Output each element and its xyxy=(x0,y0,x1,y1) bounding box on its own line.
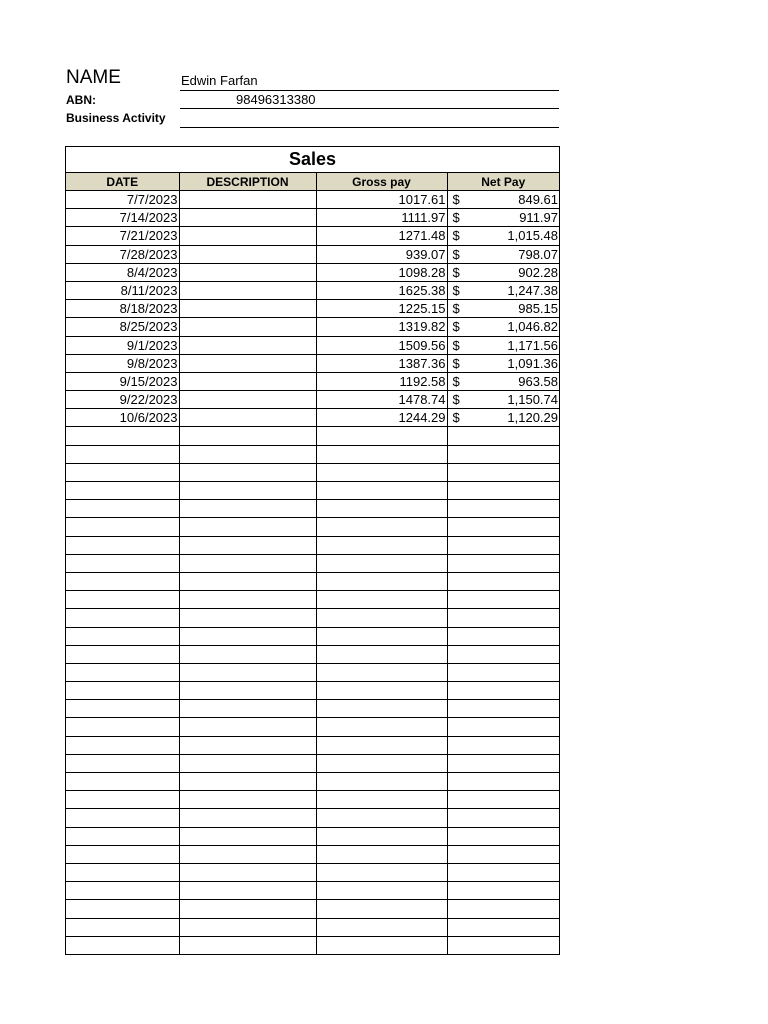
date-cell[interactable]: 8/18/2023 xyxy=(66,300,179,318)
column-header-description: DESCRIPTION xyxy=(179,173,316,191)
net-pay-value-wrap xyxy=(449,338,559,353)
empty-table-row xyxy=(66,536,559,554)
table-row xyxy=(66,245,559,263)
empty-table-row xyxy=(66,754,559,772)
date-cell[interactable]: 7/14/2023 xyxy=(66,209,179,227)
currency-symbol: $ xyxy=(452,283,460,299)
date-cell[interactable] xyxy=(66,736,179,754)
empty-table-row xyxy=(66,445,559,463)
sales-table-body xyxy=(66,191,559,954)
net-pay-cell[interactable] xyxy=(447,518,559,536)
net-pay-cell[interactable] xyxy=(447,609,559,627)
net-pay-cell[interactable] xyxy=(447,318,559,336)
date-cell[interactable]: 9/15/2023 xyxy=(66,372,179,390)
gross-pay-cell[interactable] xyxy=(316,863,447,881)
empty-table-row xyxy=(66,591,559,609)
gross-pay-cell[interactable] xyxy=(316,663,447,681)
net-pay-value-wrap xyxy=(449,283,559,298)
abn-underline xyxy=(180,108,559,109)
gross-pay-cell[interactable] xyxy=(316,936,447,954)
table-row xyxy=(66,336,559,354)
empty-table-row xyxy=(66,936,559,954)
net-pay-cell[interactable] xyxy=(447,391,559,409)
date-cell[interactable]: 8/11/2023 xyxy=(66,281,179,299)
table-row xyxy=(66,209,559,227)
description-cell[interactable] xyxy=(179,518,316,536)
gross-pay-cell[interactable] xyxy=(316,500,447,518)
description-cell[interactable] xyxy=(179,300,316,318)
empty-table-row xyxy=(66,773,559,791)
currency-symbol: $ xyxy=(452,373,460,389)
date-cell[interactable]: 7/7/2023 xyxy=(66,191,179,209)
gross-pay-cell[interactable]: 1225.15 xyxy=(316,300,447,318)
net-pay-cell[interactable] xyxy=(447,663,559,681)
gross-pay-cell[interactable]: 1111.97 xyxy=(316,209,447,227)
business-activity-underline xyxy=(180,127,559,128)
description-cell[interactable] xyxy=(179,245,316,263)
empty-table-row xyxy=(66,482,559,500)
gross-pay-cell[interactable]: 1017.61 xyxy=(316,191,447,209)
currency-symbol: $ xyxy=(452,192,460,208)
net-pay-cell[interactable] xyxy=(447,572,559,590)
net-pay-cell[interactable] xyxy=(447,500,559,518)
date-cell[interactable] xyxy=(66,554,179,572)
gross-pay-cell[interactable] xyxy=(316,482,447,500)
empty-table-row xyxy=(66,900,559,918)
empty-table-row xyxy=(66,827,559,845)
description-cell[interactable] xyxy=(179,354,316,372)
gross-pay-cell[interactable]: 1098.28 xyxy=(316,263,447,281)
net-pay-cell[interactable] xyxy=(447,736,559,754)
date-cell[interactable] xyxy=(66,645,179,663)
net-pay-cell[interactable] xyxy=(447,554,559,572)
net-pay-cell[interactable] xyxy=(447,882,559,900)
description-cell[interactable] xyxy=(179,263,316,281)
date-cell[interactable]: 10/6/2023 xyxy=(66,409,179,427)
net-pay-amount: 1,015.48 xyxy=(507,228,558,244)
net-pay-cell[interactable] xyxy=(447,809,559,827)
table-row xyxy=(66,300,559,318)
net-pay-cell[interactable] xyxy=(447,227,559,245)
net-pay-cell[interactable] xyxy=(447,427,559,445)
date-cell[interactable] xyxy=(66,754,179,772)
gross-pay-cell[interactable] xyxy=(316,809,447,827)
description-cell[interactable] xyxy=(179,682,316,700)
date-cell[interactable] xyxy=(66,609,179,627)
description-cell[interactable] xyxy=(179,827,316,845)
net-pay-cell[interactable] xyxy=(447,445,559,463)
net-pay-cell[interactable] xyxy=(447,536,559,554)
table-row xyxy=(66,227,559,245)
column-header-net-pay: Net Pay xyxy=(447,173,559,191)
net-pay-cell[interactable] xyxy=(447,627,559,645)
description-cell[interactable] xyxy=(179,427,316,445)
description-cell[interactable] xyxy=(179,409,316,427)
empty-table-row xyxy=(66,627,559,645)
net-pay-cell[interactable] xyxy=(447,773,559,791)
table-row xyxy=(66,281,559,299)
description-cell[interactable] xyxy=(179,791,316,809)
currency-symbol: $ xyxy=(452,210,460,226)
description-cell[interactable] xyxy=(179,536,316,554)
empty-table-row xyxy=(66,572,559,590)
net-pay-value-wrap xyxy=(449,192,559,207)
empty-table-row xyxy=(66,554,559,572)
date-cell[interactable] xyxy=(66,882,179,900)
net-pay-cell[interactable] xyxy=(447,718,559,736)
gross-pay-cell[interactable] xyxy=(316,718,447,736)
net-pay-value-wrap xyxy=(449,374,559,389)
net-pay-cell[interactable] xyxy=(447,263,559,281)
description-cell[interactable] xyxy=(179,572,316,590)
gross-pay-cell[interactable] xyxy=(316,773,447,791)
date-cell[interactable] xyxy=(66,845,179,863)
net-pay-value-wrap xyxy=(449,210,559,225)
net-pay-amount: 985.15 xyxy=(518,301,558,317)
description-cell[interactable] xyxy=(179,809,316,827)
description-cell[interactable] xyxy=(179,500,316,518)
net-pay-cell[interactable] xyxy=(447,645,559,663)
gross-pay-cell[interactable]: 1319.82 xyxy=(316,318,447,336)
table-row xyxy=(66,372,559,390)
empty-table-row xyxy=(66,718,559,736)
empty-table-row xyxy=(66,700,559,718)
gross-pay-cell[interactable] xyxy=(316,463,447,481)
date-cell[interactable] xyxy=(66,827,179,845)
net-pay-value-wrap xyxy=(449,301,559,316)
net-pay-amount: 963.58 xyxy=(518,373,558,389)
date-cell[interactable] xyxy=(66,682,179,700)
gross-pay-cell[interactable]: 1271.48 xyxy=(316,227,447,245)
net-pay-cell[interactable] xyxy=(447,209,559,227)
description-cell[interactable] xyxy=(179,482,316,500)
gross-pay-cell[interactable]: 1625.38 xyxy=(316,281,447,299)
net-pay-cell[interactable] xyxy=(447,354,559,372)
net-pay-cell[interactable] xyxy=(447,918,559,936)
net-pay-amount: 849.61 xyxy=(518,192,558,208)
net-pay-value-wrap xyxy=(449,356,559,371)
description-cell[interactable] xyxy=(179,591,316,609)
currency-symbol: $ xyxy=(452,337,460,353)
description-cell[interactable] xyxy=(179,900,316,918)
date-cell[interactable]: 7/28/2023 xyxy=(66,245,179,263)
description-cell[interactable] xyxy=(179,700,316,718)
empty-table-row xyxy=(66,500,559,518)
currency-symbol: $ xyxy=(452,355,460,371)
currency-symbol: $ xyxy=(452,410,460,426)
table-row xyxy=(66,354,559,372)
description-cell[interactable] xyxy=(179,227,316,245)
gross-pay-cell[interactable] xyxy=(316,918,447,936)
description-cell[interactable] xyxy=(179,209,316,227)
empty-table-row xyxy=(66,663,559,681)
net-pay-amount: 1,091.36 xyxy=(507,355,558,371)
gross-pay-cell[interactable] xyxy=(316,700,447,718)
description-cell[interactable] xyxy=(179,918,316,936)
date-cell[interactable]: 7/21/2023 xyxy=(66,227,179,245)
date-cell[interactable] xyxy=(66,427,179,445)
empty-table-row xyxy=(66,427,559,445)
net-pay-value-wrap xyxy=(449,410,559,425)
description-cell[interactable] xyxy=(179,281,316,299)
net-pay-amount: 1,150.74 xyxy=(507,392,558,408)
gross-pay-cell[interactable] xyxy=(316,736,447,754)
column-header-date: DATE xyxy=(66,173,179,191)
sales-table xyxy=(66,173,559,954)
date-cell[interactable] xyxy=(66,936,179,954)
date-cell[interactable] xyxy=(66,791,179,809)
gross-pay-cell[interactable]: 1192.58 xyxy=(316,372,447,390)
description-cell[interactable] xyxy=(179,645,316,663)
net-pay-amount: 798.07 xyxy=(518,246,558,262)
net-pay-cell[interactable] xyxy=(447,700,559,718)
gross-pay-cell[interactable] xyxy=(316,754,447,772)
empty-table-row xyxy=(66,736,559,754)
net-pay-value-wrap xyxy=(449,319,559,334)
date-cell[interactable]: 9/1/2023 xyxy=(66,336,179,354)
net-pay-cell[interactable] xyxy=(447,591,559,609)
currency-symbol: $ xyxy=(452,319,460,335)
description-cell[interactable] xyxy=(179,336,316,354)
name-value[interactable]: Edwin Farfan xyxy=(181,73,258,88)
net-pay-cell[interactable] xyxy=(447,754,559,772)
net-pay-cell[interactable] xyxy=(447,900,559,918)
description-cell[interactable] xyxy=(179,609,316,627)
date-cell[interactable] xyxy=(66,500,179,518)
date-cell[interactable] xyxy=(66,663,179,681)
net-pay-amount: 1,171.56 xyxy=(507,337,558,353)
business-activity-label: Business Activity xyxy=(66,111,166,125)
empty-table-row xyxy=(66,809,559,827)
gross-pay-cell[interactable] xyxy=(316,845,447,863)
description-cell[interactable] xyxy=(179,718,316,736)
empty-table-row xyxy=(66,845,559,863)
net-pay-cell[interactable] xyxy=(447,372,559,390)
table-row xyxy=(66,391,559,409)
gross-pay-cell[interactable] xyxy=(316,682,447,700)
date-cell[interactable]: 9/22/2023 xyxy=(66,391,179,409)
gross-pay-cell[interactable]: 1244.29 xyxy=(316,409,447,427)
description-cell[interactable] xyxy=(179,773,316,791)
gross-pay-cell[interactable] xyxy=(316,572,447,590)
currency-symbol: $ xyxy=(452,264,460,280)
date-cell[interactable] xyxy=(66,809,179,827)
net-pay-cell[interactable] xyxy=(447,936,559,954)
gross-pay-cell[interactable]: 1509.56 xyxy=(316,336,447,354)
net-pay-cell[interactable] xyxy=(447,281,559,299)
gross-pay-cell[interactable] xyxy=(316,827,447,845)
date-cell[interactable] xyxy=(66,463,179,481)
date-cell[interactable] xyxy=(66,591,179,609)
date-cell[interactable] xyxy=(66,863,179,881)
name-label: NAME xyxy=(66,67,121,88)
currency-symbol: $ xyxy=(452,228,460,244)
description-cell[interactable] xyxy=(179,554,316,572)
net-pay-cell[interactable] xyxy=(447,191,559,209)
empty-table-row xyxy=(66,882,559,900)
empty-table-row xyxy=(66,518,559,536)
table-row xyxy=(66,409,559,427)
table-row xyxy=(66,318,559,336)
description-cell[interactable] xyxy=(179,663,316,681)
description-cell[interactable] xyxy=(179,882,316,900)
currency-symbol: $ xyxy=(452,301,460,317)
date-cell[interactable] xyxy=(66,918,179,936)
gross-pay-cell[interactable] xyxy=(316,518,447,536)
sales-title: Sales xyxy=(66,147,559,173)
date-cell[interactable]: 9/8/2023 xyxy=(66,354,179,372)
gross-pay-cell[interactable] xyxy=(316,882,447,900)
gross-pay-cell[interactable] xyxy=(316,900,447,918)
description-cell[interactable] xyxy=(179,318,316,336)
description-cell[interactable] xyxy=(179,936,316,954)
date-cell[interactable]: 8/25/2023 xyxy=(66,318,179,336)
gross-pay-cell[interactable] xyxy=(316,536,447,554)
empty-table-row xyxy=(66,791,559,809)
net-pay-value-wrap xyxy=(449,392,559,407)
net-pay-cell[interactable] xyxy=(447,482,559,500)
date-cell[interactable] xyxy=(66,627,179,645)
gross-pay-cell[interactable] xyxy=(316,791,447,809)
table-row xyxy=(66,191,559,209)
gross-pay-cell[interactable] xyxy=(316,591,447,609)
gross-pay-cell[interactable] xyxy=(316,645,447,663)
currency-symbol: $ xyxy=(452,392,460,408)
description-cell[interactable] xyxy=(179,627,316,645)
date-cell[interactable] xyxy=(66,700,179,718)
description-cell[interactable] xyxy=(179,845,316,863)
empty-table-row xyxy=(66,682,559,700)
date-cell[interactable] xyxy=(66,445,179,463)
date-cell[interactable] xyxy=(66,536,179,554)
net-pay-cell[interactable] xyxy=(447,463,559,481)
description-cell[interactable] xyxy=(179,754,316,772)
date-cell[interactable] xyxy=(66,773,179,791)
name-underline xyxy=(180,90,559,91)
description-cell[interactable] xyxy=(179,391,316,409)
description-cell[interactable] xyxy=(179,372,316,390)
empty-table-row xyxy=(66,918,559,936)
net-pay-amount: 1,046.82 xyxy=(507,319,558,335)
description-cell[interactable] xyxy=(179,445,316,463)
gross-pay-cell[interactable] xyxy=(316,554,447,572)
gross-pay-cell[interactable] xyxy=(316,427,447,445)
column-header-gross-pay: Gross pay xyxy=(316,173,447,191)
net-pay-cell[interactable] xyxy=(447,827,559,845)
table-row xyxy=(66,263,559,281)
net-pay-cell[interactable] xyxy=(447,300,559,318)
header-row xyxy=(66,173,559,191)
description-cell[interactable] xyxy=(179,736,316,754)
empty-table-row xyxy=(66,463,559,481)
date-cell[interactable] xyxy=(66,900,179,918)
description-cell[interactable] xyxy=(179,863,316,881)
net-pay-amount: 1,120.29 xyxy=(507,410,558,426)
net-pay-value-wrap xyxy=(449,228,559,243)
gross-pay-cell[interactable] xyxy=(316,445,447,463)
net-pay-cell[interactable] xyxy=(447,409,559,427)
net-pay-cell[interactable] xyxy=(447,791,559,809)
gross-pay-cell[interactable]: 1387.36 xyxy=(316,354,447,372)
net-pay-cell[interactable] xyxy=(447,245,559,263)
net-pay-cell[interactable] xyxy=(447,863,559,881)
description-cell[interactable] xyxy=(179,191,316,209)
net-pay-value-wrap xyxy=(449,247,559,262)
currency-symbol: $ xyxy=(452,246,460,262)
date-cell[interactable] xyxy=(66,482,179,500)
net-pay-cell[interactable] xyxy=(447,682,559,700)
gross-pay-cell[interactable]: 939.07 xyxy=(316,245,447,263)
net-pay-amount: 911.97 xyxy=(519,210,558,226)
net-pay-cell[interactable] xyxy=(447,845,559,863)
gross-pay-cell[interactable]: 1478.74 xyxy=(316,391,447,409)
net-pay-cell[interactable] xyxy=(447,336,559,354)
gross-pay-cell[interactable] xyxy=(316,609,447,627)
net-pay-value-wrap xyxy=(449,265,559,280)
empty-table-row xyxy=(66,609,559,627)
date-cell[interactable] xyxy=(66,518,179,536)
net-pay-amount: 1,247.38 xyxy=(507,283,558,299)
empty-table-row xyxy=(66,645,559,663)
date-cell[interactable] xyxy=(66,718,179,736)
date-cell[interactable]: 8/4/2023 xyxy=(66,263,179,281)
gross-pay-cell[interactable] xyxy=(316,627,447,645)
sales-sheet xyxy=(65,146,560,955)
date-cell[interactable] xyxy=(66,572,179,590)
abn-value[interactable]: 98496313380 xyxy=(236,92,316,107)
net-pay-amount: 902.28 xyxy=(518,264,558,280)
abn-label: ABN: xyxy=(66,93,96,107)
description-cell[interactable] xyxy=(179,463,316,481)
empty-table-row xyxy=(66,863,559,881)
